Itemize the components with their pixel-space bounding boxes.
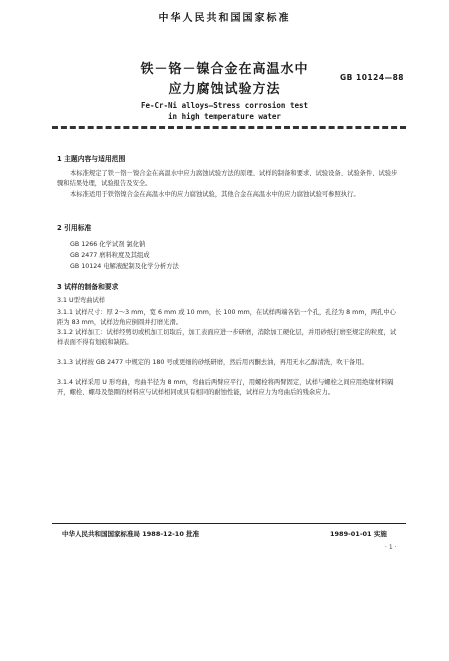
reference-item: GB 2477 磨料粒度及其组成 xyxy=(70,252,150,259)
reference-item: GB 1266 化学试剂 氯化钠 xyxy=(70,241,146,248)
title-cn-line1: 铁－铬－镍合金在高温水中 xyxy=(140,62,309,77)
reference-item: GB 10124 电解液配制及化学分析方法 xyxy=(70,263,179,270)
section-1-paragraph-1: 本标准规定了铁－铬－镍合金在高温水中应力腐蚀试验方法的原理、试样的制备和要求、试验设备、试验条件、试验步骤和结果处理，试验报告及安全。 xyxy=(57,170,398,187)
clause-3-1-2: 3.1.2 试样加工：试样经剪切或机加工切取后，加工表面应进一步研磨，消除加工硬化层，并用砂纸打磨至规定的粒度，试样表面不得有划痕和缺陷。 xyxy=(57,329,397,346)
section-3-heading: 3 试样的制备和要求 xyxy=(57,283,119,291)
header-divider xyxy=(52,126,406,129)
standard-number: GB 10124—88 xyxy=(340,73,405,82)
page-number: · 1 · xyxy=(385,544,397,551)
footer-divider xyxy=(52,523,406,524)
section-3-1-heading: 3.1 U型弯曲试样 xyxy=(57,297,106,304)
title-cn-line2: 应力腐蚀试验方法 xyxy=(168,82,281,97)
effective-date: 1989-01-01 实施 xyxy=(330,530,387,538)
clause-3-1-3: 3.1.3 试样按 GB 2477 中规定的 180 号或更细的砂纸研磨，然后用丙酮去油，再用无水乙醇清洗，吹干备用。 xyxy=(57,359,368,366)
clause-3-1-1: 3.1.1 试样尺寸：厚 2～3 mm，宽 6 mm 或 10 mm，长 100 mm，在试样两端各钻一个孔，孔径为 8 mm，两孔中心距为 83 mm，试样边角应倒圆并打磨光滑。 xyxy=(57,309,396,326)
section-1-paragraph-2: 本标准适用于铁铬镍合金在高温水中的应力腐蚀试验，其他合金在高温水中的应力腐蚀试验可参照执行。 xyxy=(70,191,360,198)
approval-note: 中华人民共和国国家标准局 1988-12-10 批准 xyxy=(62,530,200,538)
clause-3-1-4: 3.1.4 试样采用 U 形弯曲，弯曲半径为 8 mm，弯曲后两臂应平行，用螺栓将两臂固定，试样与螺栓之间应用绝缘材料隔开，螺栓、螺母及垫圈的材料应与试样相同或具有相同的耐蚀性能，试样应力为弯曲后的残余应力。 xyxy=(57,379,394,396)
title-en-line2: in high temperature water xyxy=(168,112,281,121)
title-en-line1: Fe-Cr-Ni alloys—Stress corrosion test xyxy=(140,101,309,110)
section-1-heading: 1 主题内容与适用范围 xyxy=(57,155,126,163)
standard-banner: 中华人民共和国国家标准 xyxy=(158,13,291,24)
section-2-heading: 2 引用标准 xyxy=(57,224,92,232)
